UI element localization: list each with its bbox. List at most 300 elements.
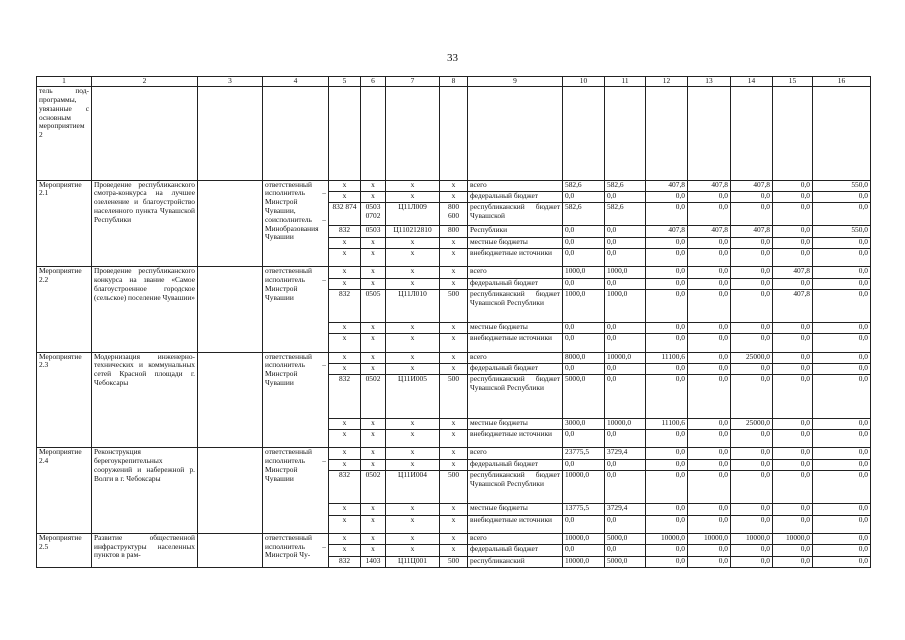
year-amount: 0,0 xyxy=(688,459,731,470)
year-amount: 0,0 xyxy=(731,448,773,459)
target-article: x xyxy=(386,533,440,544)
expense-type: x xyxy=(440,334,468,352)
year-amount: 0,0 xyxy=(731,267,773,278)
year-amount: 0,0 xyxy=(773,278,813,289)
column-number: 2 xyxy=(92,77,198,87)
expense-type: 500 xyxy=(440,375,468,418)
year-amount: 0,0 xyxy=(646,430,688,448)
year-amount: 11100,6 xyxy=(646,418,688,429)
year-amount: 0,0 xyxy=(773,471,813,504)
empty-cell xyxy=(813,87,871,180)
funding-source: всего xyxy=(468,267,563,278)
year-amount: 407,8 xyxy=(688,180,731,191)
empty-cell xyxy=(563,87,605,180)
year-amount: 0,0 xyxy=(605,334,646,352)
target-article: x xyxy=(386,278,440,289)
target-article: x xyxy=(386,459,440,470)
year-amount: 0,0 xyxy=(731,430,773,448)
column-number: 11 xyxy=(605,77,646,87)
expense-type: x xyxy=(440,459,468,470)
expense-type: 800 xyxy=(440,226,468,237)
year-amount: 10000,0 xyxy=(773,533,813,544)
section-code: x xyxy=(361,459,386,470)
funding-source: республиканский бюджет Чувашской Республики xyxy=(468,290,563,323)
measure-description: Развитие общественной инфраструктуры населенных пунктов в рам- xyxy=(92,533,198,567)
year-amount: 0,0 xyxy=(813,545,871,556)
year-amount: 10000,0 xyxy=(646,533,688,544)
year-amount: 5000,0 xyxy=(605,556,646,567)
funding-source: местные бюджеты xyxy=(468,237,563,248)
year-amount: 0,0 xyxy=(688,545,731,556)
measure-name: Мероприятие 2.3 xyxy=(37,352,92,448)
year-amount: 0,0 xyxy=(563,278,605,289)
section-code: x xyxy=(361,545,386,556)
section-code: 0502 xyxy=(361,471,386,504)
year-amount: 407,8 xyxy=(646,180,688,191)
year-amount: 0,0 xyxy=(563,192,605,203)
funding-source: всего xyxy=(468,352,563,363)
grbs-code: x xyxy=(329,418,361,429)
responsible-executor: ответственный исполнитель – Минстрой Чу- xyxy=(263,533,329,567)
year-amount: 0,0 xyxy=(773,249,813,267)
section-code: x xyxy=(361,237,386,248)
funding-source: местные бюджеты xyxy=(468,323,563,334)
empty-cell xyxy=(198,87,263,180)
year-amount: 0,0 xyxy=(605,249,646,267)
year-amount: 0,0 xyxy=(605,237,646,248)
target-article: Ц11Л010 xyxy=(386,290,440,323)
column-number: 10 xyxy=(563,77,605,87)
year-amount: 0,0 xyxy=(605,545,646,556)
year-amount: 0,0 xyxy=(605,471,646,504)
section-code: x xyxy=(361,249,386,267)
year-amount: 0,0 xyxy=(773,180,813,191)
target-article: x xyxy=(386,180,440,191)
year-amount: 0,0 xyxy=(563,515,605,533)
section-code: 0505 xyxy=(361,290,386,323)
funding-source: местные бюджеты xyxy=(468,504,563,515)
year-amount: 13775,5 xyxy=(563,504,605,515)
year-amount: 0,0 xyxy=(563,334,605,352)
year-amount: 0,0 xyxy=(646,364,688,375)
column-number: 3 xyxy=(198,77,263,87)
year-amount: 0,0 xyxy=(646,203,688,226)
year-amount: 10000,0 xyxy=(605,418,646,429)
expense-type: x xyxy=(440,418,468,429)
year-amount: 0,0 xyxy=(813,418,871,429)
table-row xyxy=(37,352,871,363)
grbs-code: x xyxy=(329,504,361,515)
year-amount: 0,0 xyxy=(773,515,813,533)
section-code: x xyxy=(361,448,386,459)
table-row xyxy=(37,448,871,459)
column-number: 8 xyxy=(440,77,468,87)
year-amount: 0,0 xyxy=(605,278,646,289)
year-amount: 0,0 xyxy=(688,448,731,459)
year-amount: 0,0 xyxy=(646,375,688,418)
year-amount: 0,0 xyxy=(731,375,773,418)
year-amount: 23775,5 xyxy=(563,448,605,459)
year-amount: 0,0 xyxy=(688,430,731,448)
year-amount: 407,8 xyxy=(731,180,773,191)
empty-cell xyxy=(773,87,813,180)
year-amount: 0,0 xyxy=(773,545,813,556)
expense-type: x xyxy=(440,192,468,203)
year-amount: 0,0 xyxy=(731,364,773,375)
year-amount: 10000,0 xyxy=(605,352,646,363)
funding-source: федеральный бюджет xyxy=(468,545,563,556)
year-amount: 0,0 xyxy=(688,418,731,429)
target-article: x xyxy=(386,334,440,352)
measure-name: Мероприятие 2.5 xyxy=(37,533,92,567)
column-number: 1 xyxy=(37,77,92,87)
year-amount: 25000,0 xyxy=(731,418,773,429)
expense-type: 500 xyxy=(440,556,468,567)
target-article: x xyxy=(386,545,440,556)
year-amount: 0,0 xyxy=(773,556,813,567)
year-amount: 0,0 xyxy=(688,364,731,375)
year-amount: 0,0 xyxy=(813,459,871,470)
funding-source: республиканский бюджет Чувашской xyxy=(468,203,563,226)
target-article: x xyxy=(386,448,440,459)
year-amount: 0,0 xyxy=(813,249,871,267)
year-amount: 0,0 xyxy=(605,364,646,375)
responsible-executor: ответственный исполнитель – Минстрой Чувашии xyxy=(263,352,329,448)
year-amount: 0,0 xyxy=(813,430,871,448)
measure-description: Проведение республиканского смотра-конкурса на лучшее озеленение и благоустройство населенного пункта Чувашской Республики xyxy=(92,180,198,267)
target-article: x xyxy=(386,237,440,248)
target-article: x xyxy=(386,418,440,429)
year-amount: 5000,0 xyxy=(605,533,646,544)
year-amount: 11100,6 xyxy=(646,352,688,363)
empty-cell xyxy=(605,87,646,180)
grbs-code: x xyxy=(329,334,361,352)
measure-name: Мероприятие 2.1 xyxy=(37,180,92,267)
year-amount: 0,0 xyxy=(813,515,871,533)
year-amount: 0,0 xyxy=(813,290,871,323)
grbs-code: x xyxy=(329,192,361,203)
funding-source: внебюджетные источники xyxy=(468,515,563,533)
year-amount: 582,6 xyxy=(605,180,646,191)
intro-text: тель под-программы, увязанные с основным мероприятием 2 xyxy=(37,87,92,180)
year-amount: 0,0 xyxy=(646,334,688,352)
year-amount: 0,0 xyxy=(563,237,605,248)
responsible-executor: ответственный исполнитель – Минстрой Чувашии xyxy=(263,267,329,352)
grbs-code: x xyxy=(329,515,361,533)
year-amount: 0,0 xyxy=(563,364,605,375)
section-code: x xyxy=(361,267,386,278)
section-code: 0503 xyxy=(361,226,386,237)
year-amount: 0,0 xyxy=(605,375,646,418)
year-amount: 0,0 xyxy=(773,504,813,515)
funding-source: федеральный бюджет xyxy=(468,278,563,289)
year-amount: 0,0 xyxy=(563,323,605,334)
grbs-code: x xyxy=(329,237,361,248)
year-amount: 0,0 xyxy=(688,278,731,289)
expense-type: x xyxy=(440,533,468,544)
empty-cell xyxy=(198,352,263,448)
section-code: x xyxy=(361,504,386,515)
year-amount: 0,0 xyxy=(773,203,813,226)
column-number: 16 xyxy=(813,77,871,87)
grbs-code: x xyxy=(329,278,361,289)
funding-source: всего xyxy=(468,448,563,459)
target-article: Ц11И004 xyxy=(386,471,440,504)
empty-cell xyxy=(646,87,688,180)
grbs-code: 832 xyxy=(329,556,361,567)
year-amount: 0,0 xyxy=(688,290,731,323)
year-amount: 0,0 xyxy=(731,192,773,203)
year-amount: 0,0 xyxy=(605,515,646,533)
year-amount: 0,0 xyxy=(688,192,731,203)
year-amount: 0,0 xyxy=(773,418,813,429)
year-amount: 0,0 xyxy=(646,323,688,334)
year-amount: 0,0 xyxy=(731,515,773,533)
expense-type: x xyxy=(440,180,468,191)
year-amount: 1000,0 xyxy=(563,267,605,278)
year-amount: 0,0 xyxy=(605,430,646,448)
year-amount: 0,0 xyxy=(813,237,871,248)
year-amount: 0,0 xyxy=(731,334,773,352)
grbs-code: x xyxy=(329,364,361,375)
year-amount: 0,0 xyxy=(688,504,731,515)
year-amount: 10000,0 xyxy=(688,533,731,544)
year-amount: 0,0 xyxy=(731,556,773,567)
empty-cell xyxy=(329,87,361,180)
year-amount: 0,0 xyxy=(688,556,731,567)
year-amount: 0,0 xyxy=(813,278,871,289)
measure-description: Модернизация инженерно-технических и коммунальных сетей Красной площади г. Чебоксары xyxy=(92,352,198,448)
year-amount: 0,0 xyxy=(688,249,731,267)
year-amount: 1000,0 xyxy=(605,267,646,278)
measure-description: Реконструкция берегоукрепительных сооружений и набережной р. Волги в г. Чебоксары xyxy=(92,448,198,533)
empty-cell xyxy=(361,87,386,180)
empty-cell xyxy=(440,87,468,180)
year-amount: 407,8 xyxy=(731,226,773,237)
year-amount: 10000,0 xyxy=(731,533,773,544)
year-amount: 0,0 xyxy=(688,515,731,533)
funding-source: внебюджетные источники xyxy=(468,249,563,267)
target-article: x xyxy=(386,515,440,533)
column-number: 4 xyxy=(263,77,329,87)
year-amount: 582,6 xyxy=(563,203,605,226)
section-code: x xyxy=(361,192,386,203)
expense-type: x xyxy=(440,278,468,289)
funding-source: местные бюджеты xyxy=(468,418,563,429)
funding-source: республиканский бюджет Чувашской Республики xyxy=(468,471,563,504)
year-amount: 0,0 xyxy=(773,237,813,248)
year-amount: 0,0 xyxy=(773,334,813,352)
grbs-code: 832 xyxy=(329,290,361,323)
column-number: 5 xyxy=(329,77,361,87)
intro-row xyxy=(37,87,871,180)
year-amount: 0,0 xyxy=(646,237,688,248)
year-amount: 407,8 xyxy=(646,226,688,237)
funding-source: Республики xyxy=(468,226,563,237)
year-amount: 0,0 xyxy=(646,290,688,323)
table-row xyxy=(37,180,871,191)
year-amount: 0,0 xyxy=(813,504,871,515)
year-amount: 0,0 xyxy=(688,375,731,418)
year-amount: 0,0 xyxy=(813,352,871,363)
year-amount: 0,0 xyxy=(563,545,605,556)
grbs-code: x xyxy=(329,459,361,470)
target-article: x xyxy=(386,192,440,203)
year-amount: 0,0 xyxy=(773,192,813,203)
year-amount: 0,0 xyxy=(731,545,773,556)
grbs-code: x xyxy=(329,352,361,363)
table-row xyxy=(37,533,871,544)
table-row xyxy=(37,267,871,278)
budget-table xyxy=(36,76,871,568)
expense-type: 500 xyxy=(440,290,468,323)
year-amount: 10000,0 xyxy=(563,556,605,567)
empty-cell xyxy=(263,87,329,180)
column-number: 9 xyxy=(468,77,563,87)
funding-source: республиканский бюджет Чувашской Республики xyxy=(468,375,563,418)
column-number: 7 xyxy=(386,77,440,87)
year-amount: 0,0 xyxy=(688,267,731,278)
grbs-code: x xyxy=(329,323,361,334)
responsible-executor: ответственный исполнитель – Минстрой Чувашии xyxy=(263,448,329,533)
year-amount: 0,0 xyxy=(773,448,813,459)
target-article: x xyxy=(386,364,440,375)
year-amount: 0,0 xyxy=(563,249,605,267)
target-article: Ц11Ц001 xyxy=(386,556,440,567)
funding-source: всего xyxy=(468,533,563,544)
grbs-code: x xyxy=(329,430,361,448)
year-amount: 0,0 xyxy=(731,290,773,323)
grbs-code: x xyxy=(329,249,361,267)
grbs-code: 832 874 xyxy=(329,203,361,226)
page-number: 33 xyxy=(447,52,458,64)
funding-source: внебюджетные источники xyxy=(468,430,563,448)
target-article: x xyxy=(386,352,440,363)
column-number: 6 xyxy=(361,77,386,87)
column-number: 13 xyxy=(688,77,731,87)
funding-source: республиканский xyxy=(468,556,563,567)
expense-type: 800 600 xyxy=(440,203,468,226)
year-amount: 550,0 xyxy=(813,180,871,191)
year-amount: 0,0 xyxy=(646,504,688,515)
year-amount: 0,0 xyxy=(731,504,773,515)
grbs-code: x xyxy=(329,545,361,556)
year-amount: 0,0 xyxy=(773,323,813,334)
expense-type: x xyxy=(440,430,468,448)
section-code: x xyxy=(361,334,386,352)
year-amount: 0,0 xyxy=(731,203,773,226)
grbs-code: x xyxy=(329,180,361,191)
funding-source: всего xyxy=(468,180,563,191)
target-article: x xyxy=(386,249,440,267)
year-amount: 0,0 xyxy=(773,364,813,375)
section-code: x xyxy=(361,418,386,429)
target-article: x xyxy=(386,323,440,334)
year-amount: 0,0 xyxy=(563,226,605,237)
section-code: x xyxy=(361,533,386,544)
expense-type: x xyxy=(440,504,468,515)
section-code: x xyxy=(361,364,386,375)
year-amount: 0,0 xyxy=(563,430,605,448)
year-amount: 0,0 xyxy=(731,278,773,289)
year-amount: 0,0 xyxy=(731,459,773,470)
year-amount: 0,0 xyxy=(813,471,871,504)
year-amount: 582,6 xyxy=(605,203,646,226)
year-amount: 0,0 xyxy=(646,545,688,556)
target-article: x xyxy=(386,430,440,448)
year-amount: 3729,4 xyxy=(605,448,646,459)
grbs-code: 832 xyxy=(329,226,361,237)
target-article: x xyxy=(386,267,440,278)
year-amount: 0,0 xyxy=(688,323,731,334)
measure-description: Проведение республиканского конкурса на звание «Самое благоустроенное городское (сельское) поселение Чувашии» xyxy=(92,267,198,352)
responsible-executor: ответственный исполнитель – Минстрой Чувашии, соисполнитель – Минобразования Чувашии xyxy=(263,180,329,267)
year-amount: 0,0 xyxy=(813,334,871,352)
expense-type: x xyxy=(440,515,468,533)
year-amount: 1000,0 xyxy=(563,290,605,323)
empty-cell xyxy=(468,87,563,180)
year-amount: 0,0 xyxy=(605,226,646,237)
empty-cell xyxy=(198,533,263,567)
year-amount: 0,0 xyxy=(731,323,773,334)
year-amount: 550,0 xyxy=(813,226,871,237)
year-amount: 10000,0 xyxy=(563,533,605,544)
year-amount: 407,8 xyxy=(688,226,731,237)
empty-cell xyxy=(198,448,263,533)
year-amount: 0,0 xyxy=(605,323,646,334)
year-amount: 0,0 xyxy=(646,267,688,278)
target-article: x xyxy=(386,504,440,515)
year-amount: 0,0 xyxy=(563,459,605,470)
target-article: Ц11И005 xyxy=(386,375,440,418)
section-code: x xyxy=(361,515,386,533)
year-amount: 0,0 xyxy=(646,556,688,567)
expense-type: x xyxy=(440,249,468,267)
year-amount: 0,0 xyxy=(773,459,813,470)
year-amount: 25000,0 xyxy=(731,352,773,363)
year-amount: 0,0 xyxy=(688,334,731,352)
grbs-code: x xyxy=(329,533,361,544)
year-amount: 407,8 xyxy=(773,267,813,278)
funding-source: внебюджетные источники xyxy=(468,334,563,352)
year-amount: 0,0 xyxy=(646,515,688,533)
section-code: x xyxy=(361,278,386,289)
year-amount: 0,0 xyxy=(646,459,688,470)
year-amount: 582,6 xyxy=(563,180,605,191)
grbs-code: x xyxy=(329,267,361,278)
header-row xyxy=(37,77,871,87)
year-amount: 0,0 xyxy=(813,375,871,418)
year-amount: 0,0 xyxy=(646,278,688,289)
year-amount: 0,0 xyxy=(646,249,688,267)
expense-type: x xyxy=(440,352,468,363)
year-amount: 0,0 xyxy=(646,448,688,459)
year-amount: 3000,0 xyxy=(563,418,605,429)
grbs-code: 832 xyxy=(329,471,361,504)
year-amount: 407,8 xyxy=(773,290,813,323)
year-amount: 0,0 xyxy=(688,471,731,504)
section-code: 1403 xyxy=(361,556,386,567)
empty-cell xyxy=(386,87,440,180)
empty-cell xyxy=(198,180,263,267)
year-amount: 0,0 xyxy=(731,237,773,248)
year-amount: 5000,0 xyxy=(563,375,605,418)
year-amount: 0,0 xyxy=(688,237,731,248)
year-amount: 10000,0 xyxy=(563,471,605,504)
column-number: 14 xyxy=(731,77,773,87)
year-amount: 0,0 xyxy=(813,192,871,203)
section-code: x xyxy=(361,323,386,334)
